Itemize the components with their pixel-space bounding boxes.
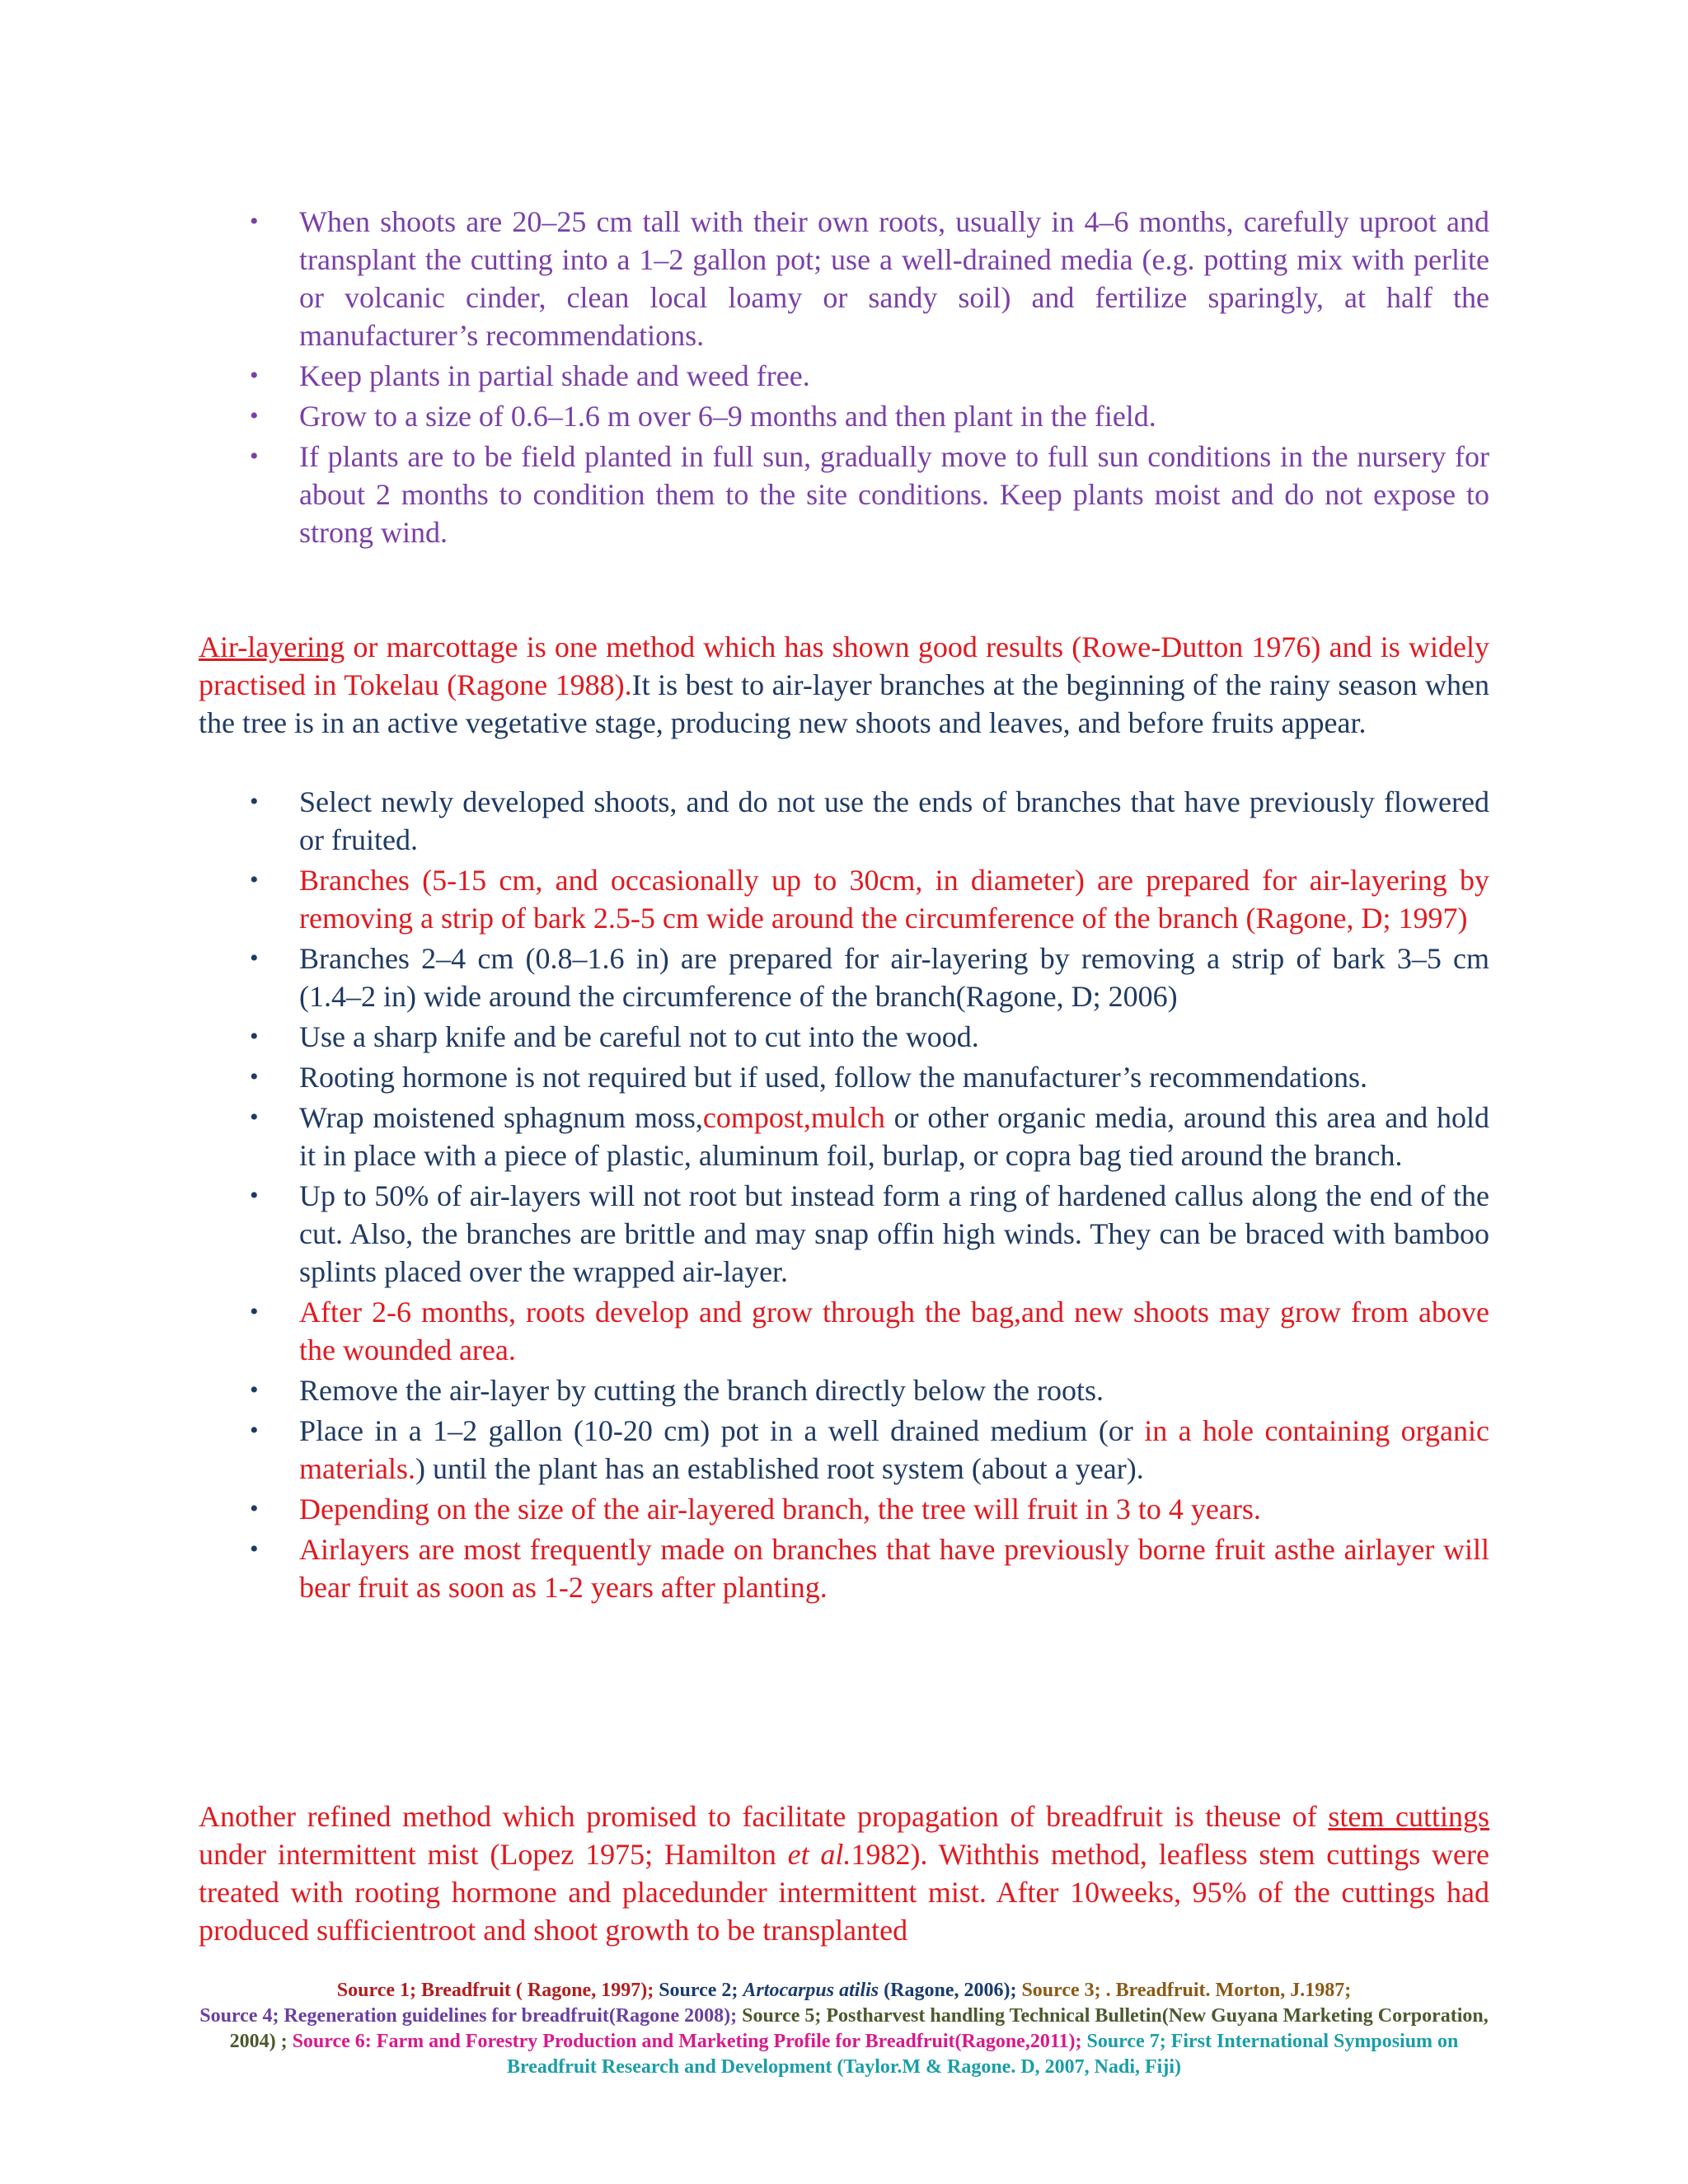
list-item: • Place in a 1–2 gallon (10-20 cm) pot in a well drained medium (or in a hole containing organic materials.) until the plant has an established root system (about a year). [199,1412,1489,1488]
list-item: • Select newly developed shoots, and do not use the ends of branches that have previously flowered or fruited. [199,783,1489,859]
bullet-icon: • [250,788,259,815]
list-item: • Wrap moistened sphagnum moss,compost,mulch or other organic media, around this area and hold it in place with a piece of plastic, aluminum foil, burlap, or copra bag tied around the branch. [199,1099,1489,1174]
bullet-icon: • [250,1495,259,1522]
bullet-icon: • [250,1063,259,1090]
list-item: • Remove the air-layer by cutting the branch directly below the roots. [199,1371,1489,1409]
bullet-icon: • [250,362,259,389]
list-item: • Branches (5-15 cm, and occasionally up to 30cm, in diameter) are prepared for air-layering by removing a strip of bark 2.5-5 cm wide around the circumference of the branch (Ragone, D; 1997) [199,861,1489,937]
source-6: Source 6: Farm and Forestry Production and Marketing Profile for Breadfruit(Ragone,2011); [287,2031,1082,2052]
air-layering-steps-list [199,783,1489,1609]
air-layering-paragraph: Air-layering or marcottage is one method which has shown good results (Rowe-Dutton 1976) and is widely practised in Tokelau (Ragone 1988).It is best to air-layer branches at the beginning of the rainy season when the tree is in an active vegetative stage, producing new shoots and leaves, and before fruits appear. [199,630,1489,739]
list-item: • After 2-6 months, roots develop and grow through the bag,and new shoots may grow from above the wounded area. [199,1293,1489,1369]
list-item: • Rooting hormone is not required but if used, follow the manufacturer’s recommendations. [199,1058,1489,1096]
air-layering-term: Air-layering [199,630,345,663]
bullet-icon: • [250,1104,259,1131]
source-7: Source 7; First International Symposium on Breadfruit Research and Development (Taylor.M & Ragone. D, 2007, Nadi, Fiji) [507,2031,1459,2078]
bullet-icon: • [250,1417,259,1444]
bullet-icon: • [250,1182,259,1209]
nursery-care-list [199,203,1489,554]
stem-cuttings-term: stem cuttings [1328,1800,1489,1833]
sources-footer [199,1978,1489,2080]
list-item: • When shoots are 20–25 cm tall with their own roots, usually in 4–6 months, carefully uproot and transplant the cutting into a 1–2 gallon pot; use a well-drained media (e.g. potting mix with perlite or volcanic cinder, clean local loamy or sandy soil) and fertilize sparingly, at half the manufacturer’s recommendations. [199,203,1489,354]
bullet-icon: • [250,1376,259,1404]
bullet-icon: • [250,1298,259,1325]
list-item: • Keep plants in partial shade and weed free. [199,357,1489,395]
source-2: Source 2; Artocarpus atilis (Ragone, 2006); [654,1980,1017,2001]
list-item: • Use a sharp knife and be careful not to cut into the wood. [199,1018,1489,1056]
list-item: • Up to 50% of air-layers will not root but instead form a ring of hardened callus along the end of the cut. Also, the branches are brittle and may snap offin high winds. They can be braced with bamboo splints placed over the wrapped air-layer. [199,1177,1489,1291]
bullet-icon: • [250,1535,259,1563]
list-item: • Branches 2–4 cm (0.8–1.6 in) are prepared for air-layering by removing a strip of bark 3–5 cm (1.4–2 in) wide around the circumference of the branch(Ragone, D; 2006) [199,940,1489,1015]
bullet-icon: • [250,944,259,972]
list-item: • Depending on the size of the air-layered branch, the tree will fruit in 3 to 4 years. [199,1490,1489,1528]
bullet-icon: • [250,443,259,470]
source-4: Source 4; Regeneration guidelines for breadfruit(Ragone 2008); [199,2005,738,2027]
list-item: • Grow to a size of 0.6–1.6 m over 6–9 months and then plant in the field. [199,397,1489,435]
source-5: Source 5; Postharvest handling Technical Bulletin(New Guyana Marketing Corporation, 2004) ; [229,2005,1489,2052]
bullet-icon: • [250,208,259,235]
source-1: Source 1; Breadfruit ( Ragone, 1997); [336,1980,654,2001]
list-item: • If plants are to be field planted in full sun, gradually move to full sun conditions in the nursery for about 2 months to condition them to the site conditions. Keep plants moist and do not expose to strong wind. [199,438,1489,551]
list-item: • Airlayers are most frequently made on branches that have previously borne fruit asthe airlayer will bear fruit as soon as 1-2 years after planting. [199,1530,1489,1606]
bullet-icon: • [250,402,259,429]
bullet-icon: • [250,866,259,893]
stem-cuttings-paragraph: Another refined method which promised to facilitate propagation of breadfruit is theuse of stem cuttings under intermittent mist (Lopez 1975; Hamilton et al.1982). Withthis method, leafless stem cuttings were treated with rooting hormone and placedunder intermittent mist. After 10weeks, 95% of the cuttings had produced sufficientroot and shoot growth to be transplanted [199,1800,1489,1947]
source-3: Source 3; . Breadfruit. Morton, J.1987; [1016,1980,1352,2001]
bullet-icon: • [250,1023,259,1050]
